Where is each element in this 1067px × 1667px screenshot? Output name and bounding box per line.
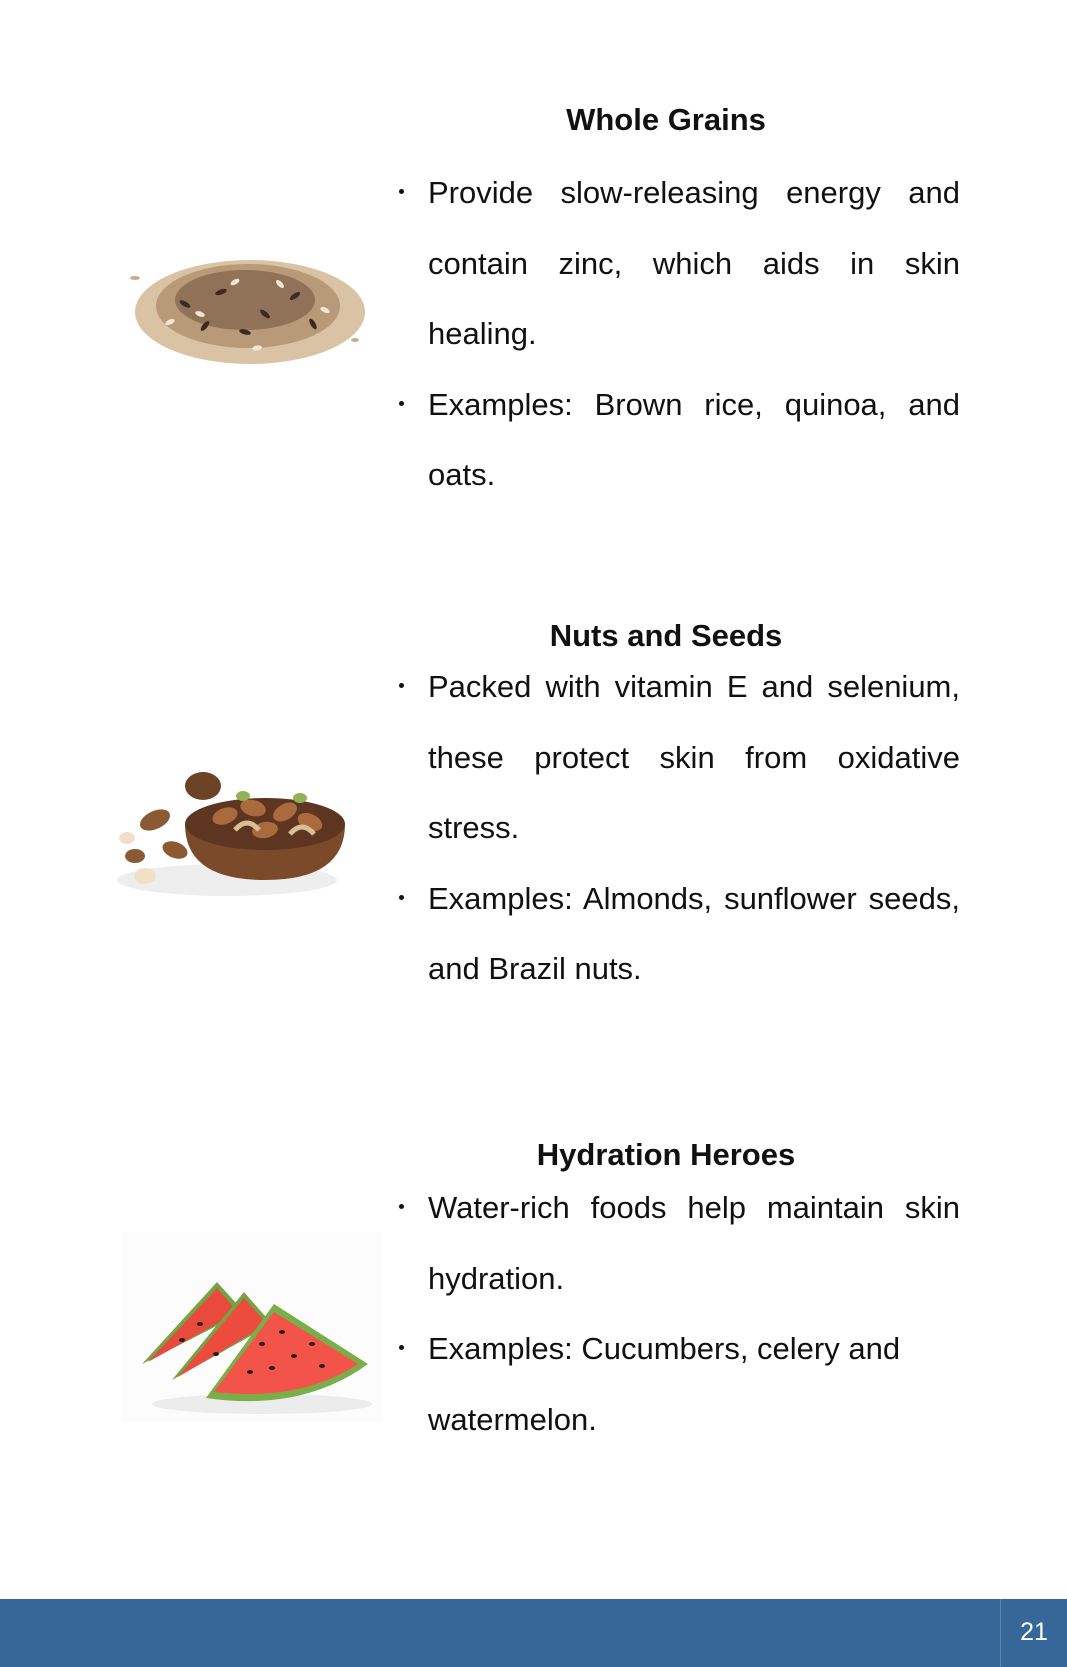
bullet-icon <box>399 189 404 194</box>
bullet-list <box>396 652 960 1005</box>
list-item <box>396 1173 960 1314</box>
section-title: Hydration Heroes <box>536 1137 796 1172</box>
page-number: 21 <box>1000 1599 1067 1667</box>
list-item <box>396 652 960 864</box>
footer-bar <box>0 1599 1067 1667</box>
bullet-icon <box>399 1204 404 1209</box>
bullet-list <box>396 158 960 511</box>
bullet-text: Packed with vitamin E and selenium, these protect skin from oxidative stress. <box>428 669 960 845</box>
list-item <box>396 1314 960 1455</box>
section-nuts-seeds <box>0 520 1067 1040</box>
section-whole-grains <box>0 0 1067 520</box>
bullet-text: Water-rich foods help maintain skin hydration. <box>428 1190 960 1296</box>
nuts-seeds-image <box>115 752 360 902</box>
bullet-list <box>396 1173 960 1455</box>
bullet-text: Provide slow-releasing energy and contain zinc, which aids in skin healing. <box>428 175 960 351</box>
bullet-icon <box>399 1345 404 1350</box>
bullet-text: Examples: Brown rice, quinoa, and oats. <box>428 386 960 492</box>
bullet-icon <box>399 895 404 900</box>
bullet-icon <box>399 683 404 688</box>
section-title: Nuts and Seeds <box>549 618 783 653</box>
bullet-text: Examples: Cucumbers, celery and watermelon. <box>428 1331 901 1437</box>
list-item <box>396 370 960 511</box>
list-item <box>396 158 960 370</box>
section-hydration-heroes <box>0 1040 1067 1560</box>
bullet-text: Examples: Almonds, sunflower seeds, and Brazil nuts. <box>428 880 960 986</box>
bullet-icon <box>399 401 404 406</box>
section-title: Whole Grains <box>566 102 766 137</box>
whole-grains-image <box>125 222 375 382</box>
watermelon-image <box>122 1232 382 1422</box>
list-item <box>396 864 960 1005</box>
